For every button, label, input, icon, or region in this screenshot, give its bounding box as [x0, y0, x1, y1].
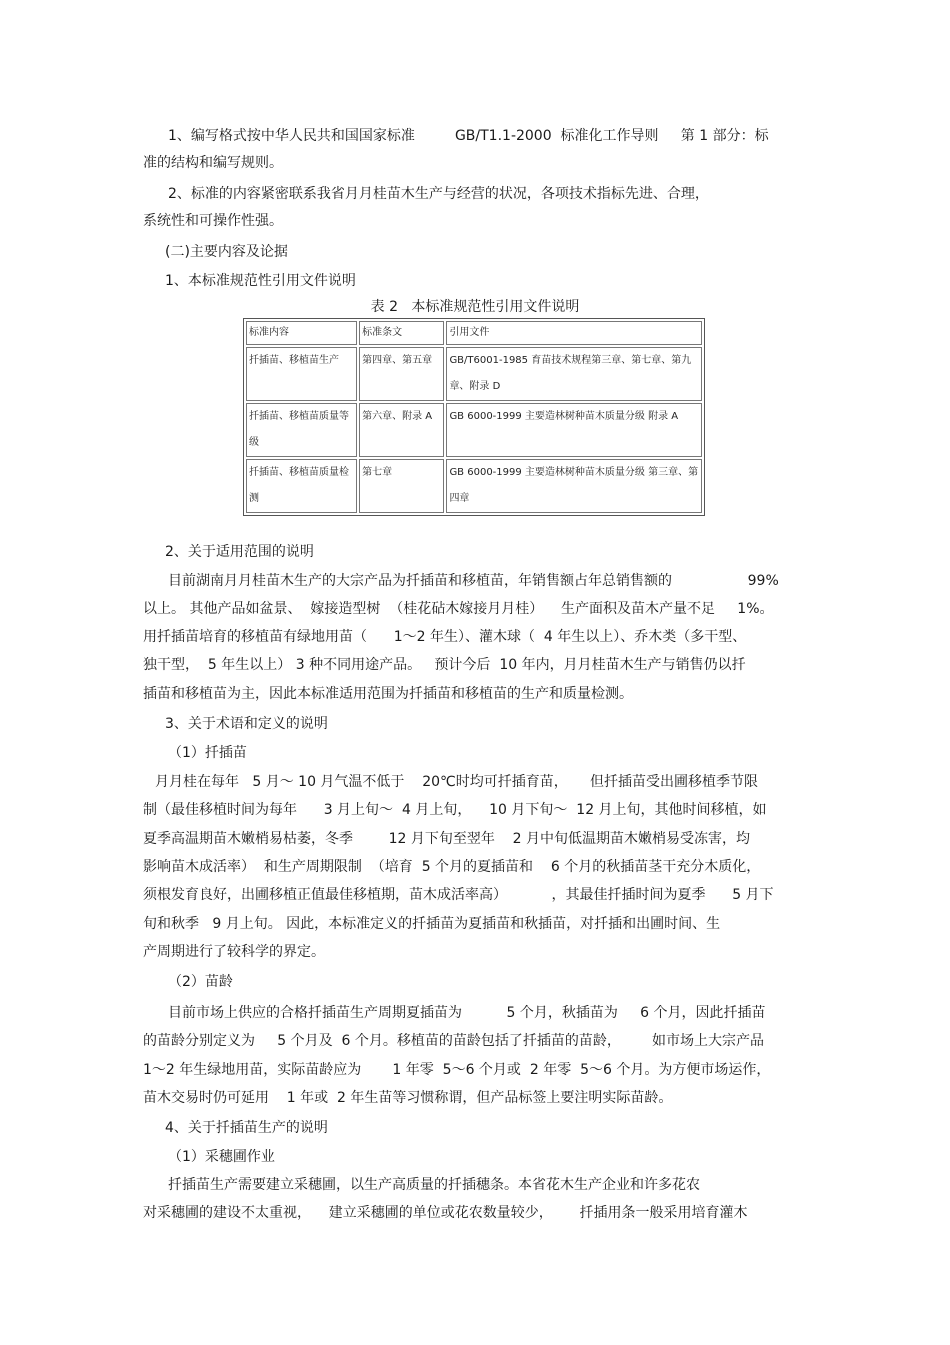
reference-table	[243, 318, 705, 516]
paragraph-line: 制（最佳移植时间为每年 3 月上旬～ 4 月上旬， 10 月下旬～ 12 月上旬，其他时间移植，如	[143, 802, 767, 818]
section-heading: (二)主要内容及论据	[165, 244, 288, 260]
paragraph-line: 独干型， 5 年生以上） 3 种不同用途产品。 预计今后 10 年内，月月桂苗木生产与销售仍以扦	[143, 657, 746, 673]
paragraph-line: 旬和秋季 9 月上旬。 因此，本标准定义的扦插苗为夏插苗和秋插苗，对扦插和出圃时间、生	[143, 916, 721, 932]
table-cell: 扦插苗、移植苗生产	[246, 347, 357, 401]
paragraph-line: 须根发育良好，出圃移植正值最佳移植期，苗木成活率高） ，其最佳扦插时间为夏季 5 月下	[143, 887, 774, 903]
table-cell: 扦插苗、移植苗质量等级	[246, 403, 357, 457]
table-header-cell: 引用文件	[446, 321, 702, 345]
paragraph-line: 2、标准的内容紧密联系我省月月桂苗木生产与经营的状况，各项技术指标先进、合理，	[168, 186, 709, 202]
paragraph-line: 插苗和移植苗为主，因此本标准适用范围为扦插苗和移植苗的生产和质量检测。	[143, 686, 633, 702]
table-row	[246, 403, 702, 457]
paragraph-line: 1、编写格式按中华人民共和国国家标准 GB/T1.1-2000 标准化工作导则 第 1 部分：标	[168, 128, 769, 144]
table-cell: 第四章、第五章	[359, 347, 444, 401]
paragraph-line: 以上。 其他产品如盆景、 嫁接造型树 （桂花砧木嫁接月月桂） 生产面积及苗木产量不足 1%。	[143, 601, 774, 617]
paragraph-line: 系统性和可操作性强。	[143, 213, 283, 229]
item-heading: （2）苗龄	[168, 974, 233, 990]
item-heading: （1）采穗圃作业	[168, 1149, 275, 1165]
paragraph-line: 准的结构和编写规则。	[143, 155, 283, 171]
table-header-row	[246, 321, 702, 345]
paragraph-line: 影响苗木成活率） 和生产周期限制 （培育 5 个月的夏插苗和 6 个月的秋插苗茎干充分木质化，	[143, 859, 761, 875]
table-cell: GB 6000-1999 主要造林树种苗木质量分级 附录 A	[446, 403, 702, 457]
table-caption: 表 2 本标准规范性引用文件说明	[370, 299, 580, 315]
table-cell: GB 6000-1999 主要造林树种苗木质量分级 第三章、第四章	[446, 459, 702, 513]
paragraph-line: 目前湖南月月桂苗木生产的大宗产品为扦插苗和移植苗，年销售额占年总销售额的 99%	[168, 573, 779, 589]
table-header-cell: 标准条文	[359, 321, 444, 345]
table-cell: GB/T6001-1985 育苗技术规程第三章、第七章、第九章、附录 D	[446, 347, 702, 401]
table-cell: 第七章	[359, 459, 444, 513]
table-header-cell: 标准内容	[246, 321, 357, 345]
paragraph-line: 苗木交易时仍可延用 1 年或 2 年生苗等习惯称谓，但产品标签上要注明实际苗龄。	[143, 1090, 673, 1106]
subsection-heading: 2、关于适用范围的说明	[165, 544, 314, 560]
paragraph-line: 夏季高温期苗木嫩梢易枯萎，冬季 12 月下旬至翌年 2 月中旬低温期苗木嫩梢易受冻害，均	[143, 831, 751, 847]
paragraph-line: 1～2 年生绿地用苗，实际苗龄应为 1 年零 5～6 个月或 2 年零 5～6 个月。为方便市场运作，	[143, 1062, 771, 1078]
table-row	[246, 459, 702, 513]
paragraph-line: 用扦插苗培育的移植苗有绿地用苗（ 1～2 年生）、灌木球（ 4 年生以上）、乔木类（多干型、	[143, 629, 747, 645]
subsection-heading: 1、本标准规范性引用文件说明	[165, 273, 356, 289]
table-cell: 扦插苗、移植苗质量检测	[246, 459, 357, 513]
item-heading: （1）扦插苗	[168, 745, 247, 761]
paragraph-line: 目前市场上供应的合格扦插苗生产周期夏插苗为 5 个月，秋插苗为 6 个月，因此扦插苗	[168, 1005, 766, 1021]
subsection-heading: 4、关于扦插苗生产的说明	[165, 1120, 328, 1136]
table-cell: 第六章、附录 A	[359, 403, 444, 457]
paragraph-line: 对采穗圃的建设不太重视， 建立采穗圃的单位或花农数量较少， 扦插用条一般采用培育灌木	[143, 1205, 748, 1221]
table-row	[246, 347, 702, 401]
paragraph-line: 扦插苗生产需要建立采穗圃，以生产高质量的扦插穗条。本省花木生产企业和许多花农	[168, 1177, 700, 1193]
paragraph-line: 月月桂在每年 5 月～ 10 月气温不低于 20℃时均可扦插育苗， 但扦插苗受出圃移植季节限	[155, 774, 759, 790]
paragraph-line: 产周期进行了较科学的界定。	[143, 944, 325, 960]
paragraph-line: 的苗龄分别定义为 5 个月及 6 个月。移植苗的苗龄包括了扦插苗的苗龄， 如市场上大宗产品	[143, 1033, 765, 1049]
subsection-heading: 3、关于术语和定义的说明	[165, 716, 328, 732]
